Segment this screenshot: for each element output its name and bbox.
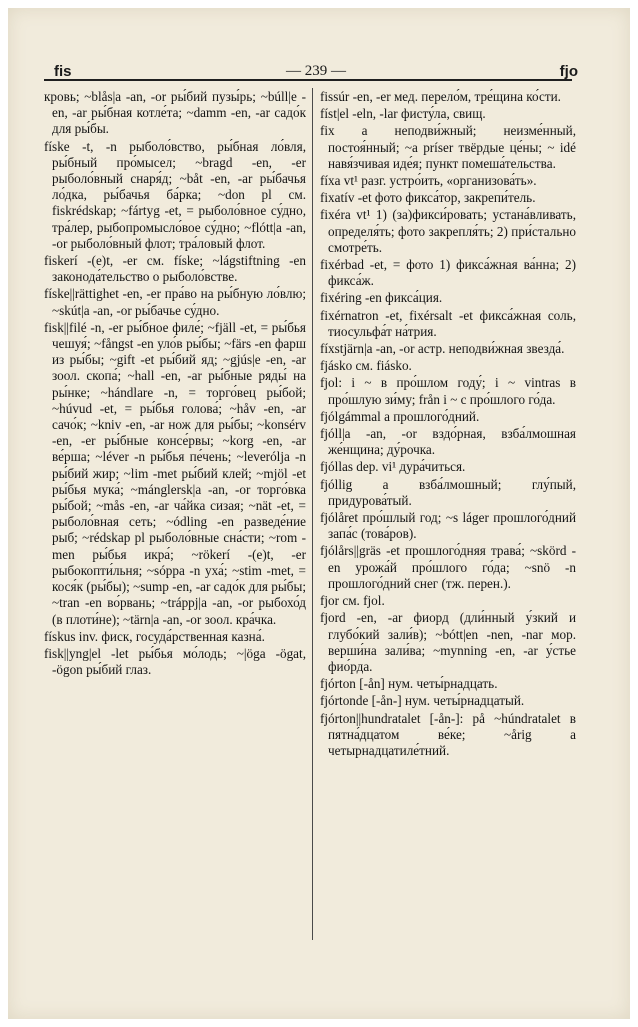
dictionary-entry: fjórton [-ån] нум. четы́рнадцать. [320,676,498,692]
header-rule [44,79,572,81]
dictionary-entry: fjor см. fjol. [320,593,385,609]
dictionary-entry: fixatív -et фото фикса́тор, закрепи́тель. [320,190,536,206]
dictionary-entry: fjórtonde [-ån-] нум. четы́рнадцатый. [320,693,525,709]
dictionary-entry: fjólgámmal a прошлого́дний. [320,408,480,424]
dictionary-entry: fixérbad -et, = фото 1) фикса́жная ва́нна; 2) фикса́ж. [320,257,576,289]
dictionary-entry: fixéra vt¹ 1) (за)фикси́ровать; устана́вливать, определя́ть; фото закрепля́ть; 2) при́стально смотре́ть. [320,207,576,255]
dictionary-entry: fix a неподви́жный; неизме́нный, постоя́нный; ~a príser твёрдые це́ны; ~ idé навя́зчивая иде́я; пункт помеша́тельства. [320,123,576,171]
left-guide-word: fis [54,63,72,80]
dictionary-entry: fjóllas dep. vi¹ дура́читься. [320,459,466,475]
dictionary-entry: fjásko см. fiásko. [320,358,412,374]
dictionary-entry: fixéring -en фикса́ция. [320,290,443,306]
page-number: — 239 — [286,63,346,79]
dictionary-entry: fjórton||hundratalet [-ån-]: på ~húndratalet в пятна́дцатом ве́ке; ~årig a четырнадцатиле́тний. [320,710,576,758]
dictionary-entry: fisk||yng|el -let ры́бья мо́лодь; ~|öga -ögat, -ögon ры́бий глаз. [44,645,306,678]
dictionary-entry: fjólåret про́шлый год; ~s láger прошлого́дний запа́с (това́ров). [320,510,576,542]
dictionary-entry: fjólårs||gräs -et прошлого́дняя трава́; ~skörd -en урожа́й про́шлого го́да; ~snö -n прошлого́дний снег (тж. перен.). [320,543,576,591]
dictionary-entry: fiskerí -(e)t, -er см. físke; ~lágstiftning -en законода́тельство о рыболо́встве. [44,253,306,285]
left-column [44,89,306,944]
dictionary-entry: fisk||filé -n, -er ры́бное филе́; ~fjäll -et, = ры́бья чешуя́; ~fångst -en уло́в ры́бы; ~färs -en фарш из ры́бы; ~gift -et ры́бий яд; ~gjús|e -en, -ar зоол. скопа́; ~hall -en, -ar ры́бные ряды́ на ры́нке; ~hándlare -n, = торго́вец ры́бой; ~húvud -et, = ры́бья голова́; ~håv -en, -ar сачо́к; ~kniv -en, -ar нож для ры́бы; ~konsérv -en, -er ры́бные консе́рвы; ~korg -en, -ar ве́рша; ~léver -n ры́бья пе́чень; ~leverólja -n ры́бий жир; ~lim -met ры́бий клей; ~mjöl -et ры́бья мука́; ~mánglersk|a -an, -or торго́вка ры́бой; ~mås -en, -ar ча́йка сизая; ~nät -et, = рыболо́вная сеть; ~ódling -en разведе́ние рыб; ~rédskap pl рыболо́вные сна́сти; ~rom -men ры́бья икра́; ~rökerí -(e)t, -er рыбокопти́льня; ~sóppa -n уха́; ~stim -met, = кося́к (ры́бы); ~sump -en, -ar садо́к для ры́бы; ~tran -en во́рвань; ~tráppj|a -an, -or рыбохо́д (в плоти́не); ~tärn|a -an, -or зоол. кра́чка. [44,319,306,627]
dictionary-entry: físke||rättighet -en, -er пра́во на ры́бную ло́влю; ~skút|a -an, -or ры́бачье су́дно. [44,286,306,318]
right-column [320,89,576,944]
dictionary-entry: кровь; ~blås|a -an, -or ры́бий пузы́рь; ~búll|e -en, -ar ры́бная котле́та; ~damm -en, -ar садо́к для ры́бы. [44,89,306,137]
dictionary-entry: fjord -en, -ar фиорд (дли́нный у́зкий и глубо́кий зали́в); ~bótt|en -nen, -nar мор. верши́на зали́ва; ~mynning -en, -ar у́стье фио́рда. [320,610,576,674]
right-guide-word: fjo [559,63,578,80]
dictionary-entry: fjol: i ~ в про́шлом году́; i ~ vintras в про́шлую зи́му; från i ~ с про́шлого го́да. [320,375,576,407]
dictionary-entry: fissúr -en, -er мед. перело́м, тре́щина ко́сти. [320,89,561,104]
dictionary-entry: fíxstjärn|a -an, -or астр. неподви́жная звезда́. [320,341,565,357]
dictionary-entry: fískus inv. фиск, госуда́рственная казна́. [44,628,265,644]
running-header [52,63,580,89]
dictionary-entry: físt|el -eln, -lar фисту́ла, свищ. [320,106,486,122]
dictionary-entry: fíxa vt¹ разг. устро́ить, «организова́ть». [320,173,537,189]
column-divider [312,88,313,940]
dictionary-entry: fjóll|a -an, -or вздо́рная, взба́лмошная же́нщина; ду́рочка. [320,426,576,458]
dictionary-entry: fixérnatron -et, fixérsalt -et фикса́жная соль, тиосульфа́т на́трия. [320,307,576,339]
dictionary-entry: fjóllig a взба́лмошный; глу́пый, придурова́тый. [320,476,576,508]
dictionary-entry: físke -t, -n рыболо́вство, ры́бная ло́вля, ры́бный про́мысел; ~bragd -en, -er рыболо́вный снаря́д; ~båt -en, -ar ры́бачья ло́дка, ры́бачья ба́рка; ~don pl см. fiskrédskap; ~fártyg -et, = рыболо́вное су́дно, тра́лер, рыбопромысло́вое су́дно; ~flótt|a -an, -or рыболо́вный флот; тра́ловый флот. [44,138,306,251]
